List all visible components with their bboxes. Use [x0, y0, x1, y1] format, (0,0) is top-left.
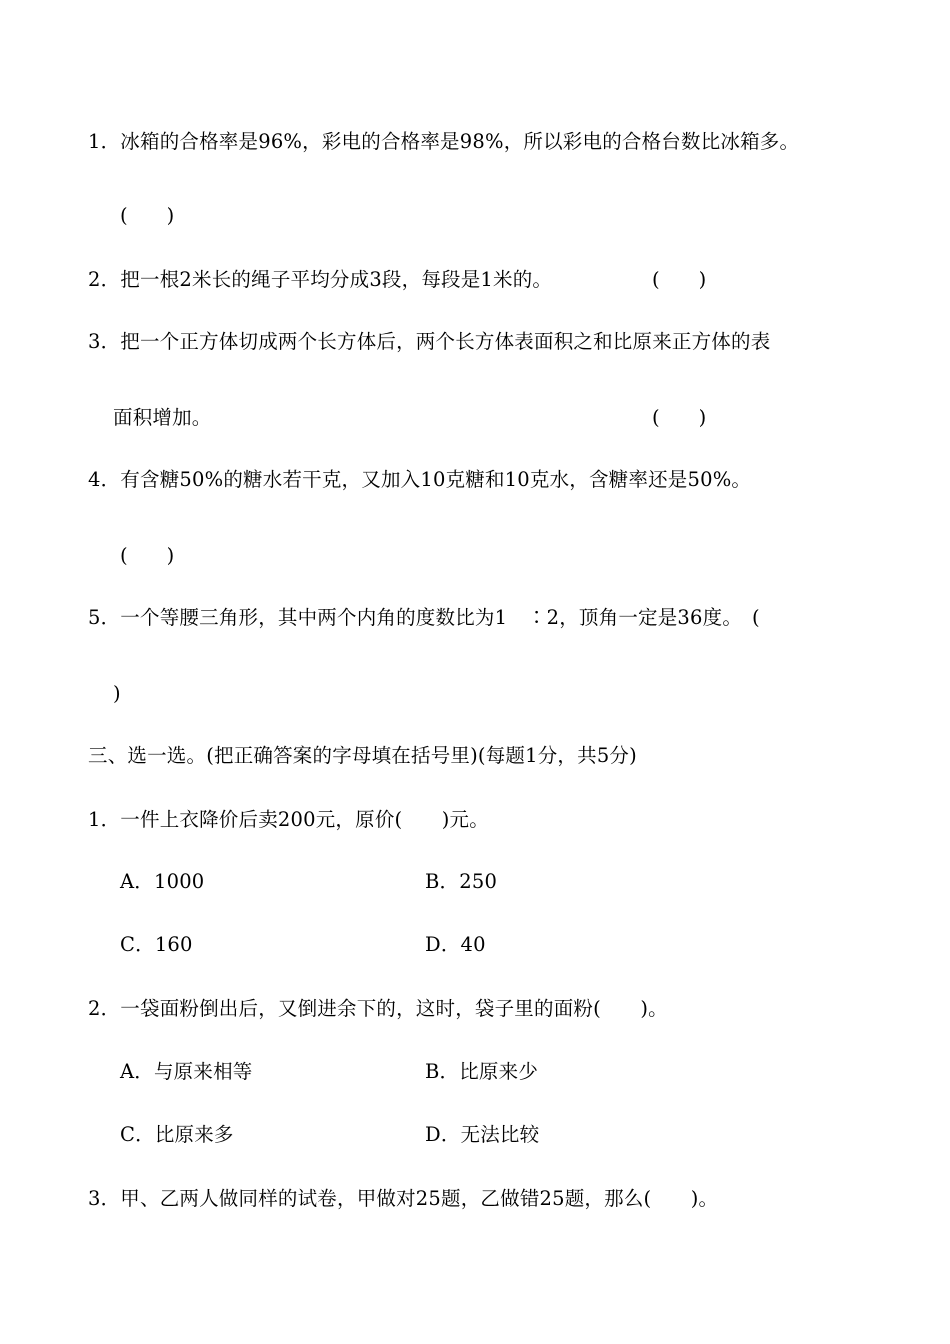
choose-q1-option-a: A．1000: [120, 870, 205, 893]
choose-q2-option-b: B．比原来少: [425, 1060, 539, 1083]
judge-q1-text: 1．冰箱的合格率是96%，彩电的合格率是98%，所以彩电的合格台数比冰箱多。: [88, 130, 800, 153]
judge-q1-answer-paren: ( ): [120, 204, 175, 227]
choose-q2-text: 2．一袋面粉倒出后，又倒进余下的，这时，袋子里的面粉( )。: [88, 997, 668, 1020]
judge-q4-answer-paren: ( ): [120, 544, 175, 567]
choose-q1-option-c: C．160: [120, 933, 193, 956]
choose-q3-text: 3．甲、乙两人做同样的试卷，甲做对25题，乙做错25题，那么( )。: [88, 1187, 719, 1210]
judge-q5-text: 5．一个等腰三角形，其中两个内角的度数比为1 ∶2，顶角一定是36度。 (: [88, 606, 760, 629]
judge-q4-text: 4．有含糖50%的糖水若干克，又加入10克糖和10克水，含糖率还是50%。: [88, 468, 752, 491]
choose-q2-option-a: A．与原来相等: [120, 1060, 253, 1083]
choose-q1-option-d: D．40: [425, 933, 486, 956]
judge-q2-answer-paren: ( ): [652, 268, 707, 291]
judge-q3-answer-paren: ( ): [652, 406, 707, 429]
judge-q3-text-continued: 面积增加。: [113, 406, 212, 429]
choose-q2-option-d: D．无法比较: [425, 1123, 540, 1146]
judge-q5-answer-paren-close: ): [113, 682, 121, 705]
judge-q3-text: 3．把一个正方体切成两个长方体后，两个长方体表面积之和比原来正方体的表: [88, 330, 771, 353]
choose-q2-option-c: C．比原来多: [120, 1123, 234, 1146]
choose-q1-text: 1．一件上衣降价后卖200元，原价( )元。: [88, 808, 489, 831]
section-heading-choose: 三、选一选。(把正确答案的字母填在括号里)(每题1分，共5分): [88, 744, 637, 767]
choose-q1-option-b: B．250: [425, 870, 498, 893]
judge-q2-text: 2．把一根2米长的绳子平均分成3段，每段是1米的。: [88, 268, 553, 291]
